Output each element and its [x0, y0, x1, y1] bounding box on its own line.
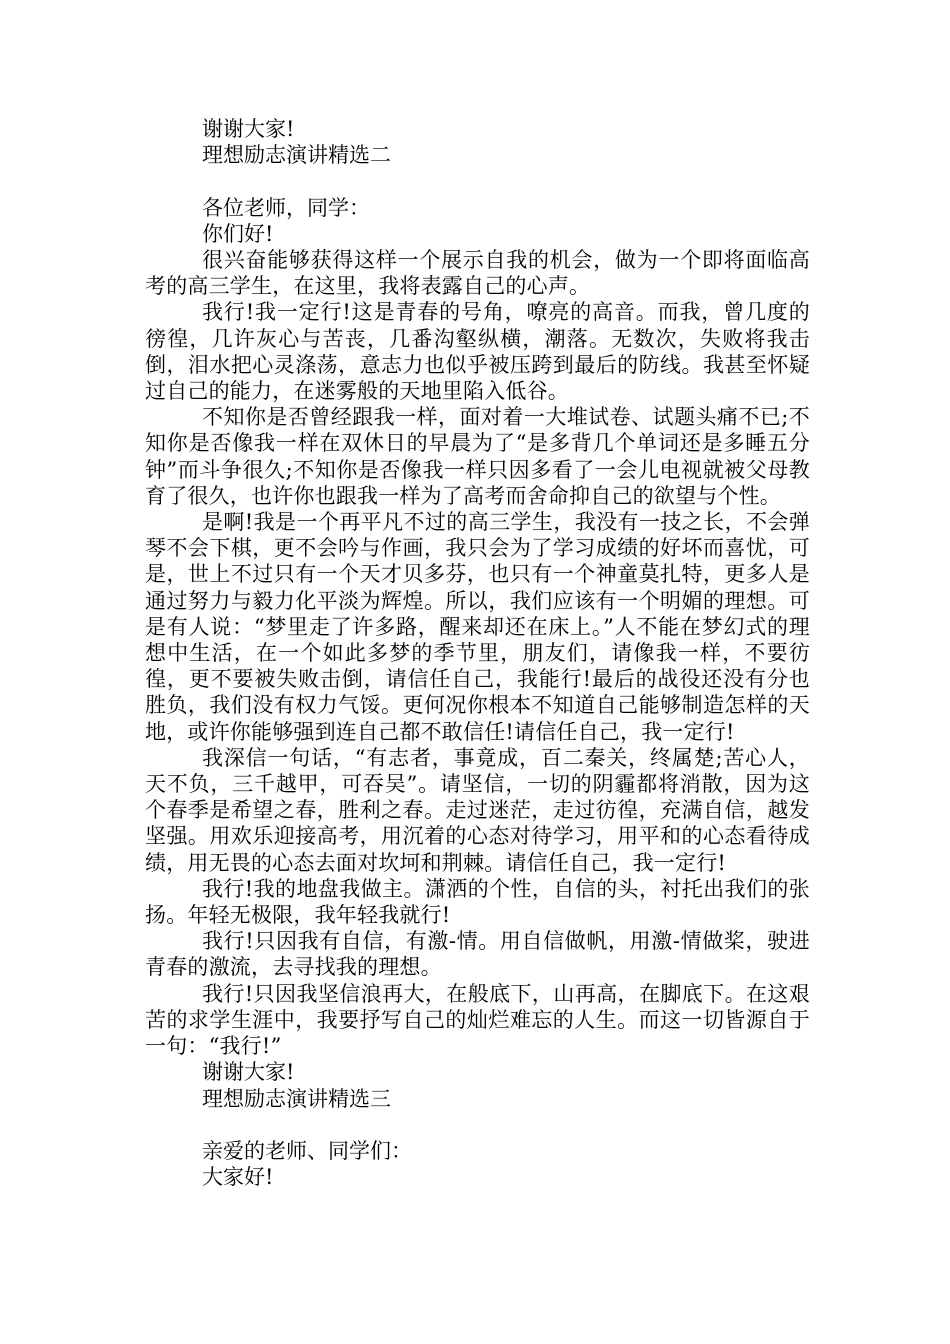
paragraph: 我行!只因我坚信浪再大，在般底下，山再高，在脚底下。在这艰苦的求学生涯中，我要抒写自己的灿烂难忘的人生。而这一切皆源自于一句：“我行!” — [145, 981, 810, 1059]
greeting: 你们好! — [202, 221, 274, 246]
section-heading: 理想励志演讲精选三 — [202, 1086, 391, 1111]
paragraph: 我行!我的地盘我做主。潇洒的个性，自信的头，衬托出我们的张扬。年轻无极限，我年轻我就行! — [145, 876, 810, 928]
salutation: 亲爱的老师、同学们： — [202, 1138, 412, 1163]
closing-line: 谢谢大家! — [202, 1060, 295, 1085]
closing-line: 谢谢大家! — [202, 117, 295, 141]
section-heading: 理想励志演讲精选二 — [202, 143, 391, 168]
salutation: 各位老师，同学： — [202, 195, 370, 220]
paragraph: 是啊!我是一个再平凡不过的高三学生，我没有一技之长，不会弹琴不会下棋，更不会吟与作画，我只会为了学习成绩的好坏而喜忧，可是，世上不过只有一个天才贝多芬，也只有一个神童莫扎特，更多人是通过努力与毅力化平淡为辉煌。所以，我们应该有一个明媚的理想。可是有人说：“梦里走了许多路，醒来却还在床上。”人不能在梦幻式的理想中生活，在一个如此多梦的季节里，朋友们，请像我一样，不要彷徨，更不要被失败击倒，请信任自己，我能行!最后的战役还没有分也胜负，我们没有权力气馁。更何况你根本不知道自己能够制造怎样的天地，或许你能够强到连自己都不敢信任!请信任自己，我一定行! — [145, 510, 810, 744]
paragraph: 我深信一句话，“有志者，事竟成，百二秦关，终属楚;苦心人，天不负，三千越甲，可吞吴”。请坚信，一切的阴霾都将消散，因为这个春季是希望之春，胜利之春。走过迷茫，走过彷徨，充满自信，越发坚强。用欢乐迎接高考，用沉着的心态对待学习，用平和的心态看待成绩，用无畏的心态去面对坎坷和荆棘。请信任自己，我一定行! — [145, 745, 810, 875]
paragraph: 我行!我一定行!这是青春的号角，嘹亮的高音。而我，曾几度的徬徨，几许灰心与苦丧，几番沟壑纵横，潮落。无数次，失败将我击倒，泪水把心灵涤荡，意志力也似乎被压跨到最后的防线。我甚至怀疑过自己的能力，在迷雾般的天地里陷入低谷。 — [145, 300, 810, 404]
blank-line — [145, 168, 810, 194]
speech-text — [145, 116, 810, 1190]
blank-line — [145, 1112, 810, 1138]
greeting: 大家好! — [202, 1165, 274, 1190]
paragraph: 很兴奋能够获得这样一个展示自我的机会，做为一个即将面临高考的高三学生，在这里，我将表露自己的心声。 — [145, 248, 810, 299]
paragraph: 我行!只因我有自信，有激-情。用自信做帆，用激-情做桨，驶进青春的激流，去寻找我的理想。 — [145, 929, 810, 980]
paragraph: 不知你是否曾经跟我一样，面对着一大堆试卷、试题头痛不已;不知你是否像我一样在双休日的早晨为了“是多背几个单词还是多睡五分钟”而斗争很久;不知你是否像我一样只因多看了一会儿电视就被父母教育了很久，也许你也跟我一样为了高考而舍命抑自己的欲望与个性。 — [145, 405, 810, 508]
